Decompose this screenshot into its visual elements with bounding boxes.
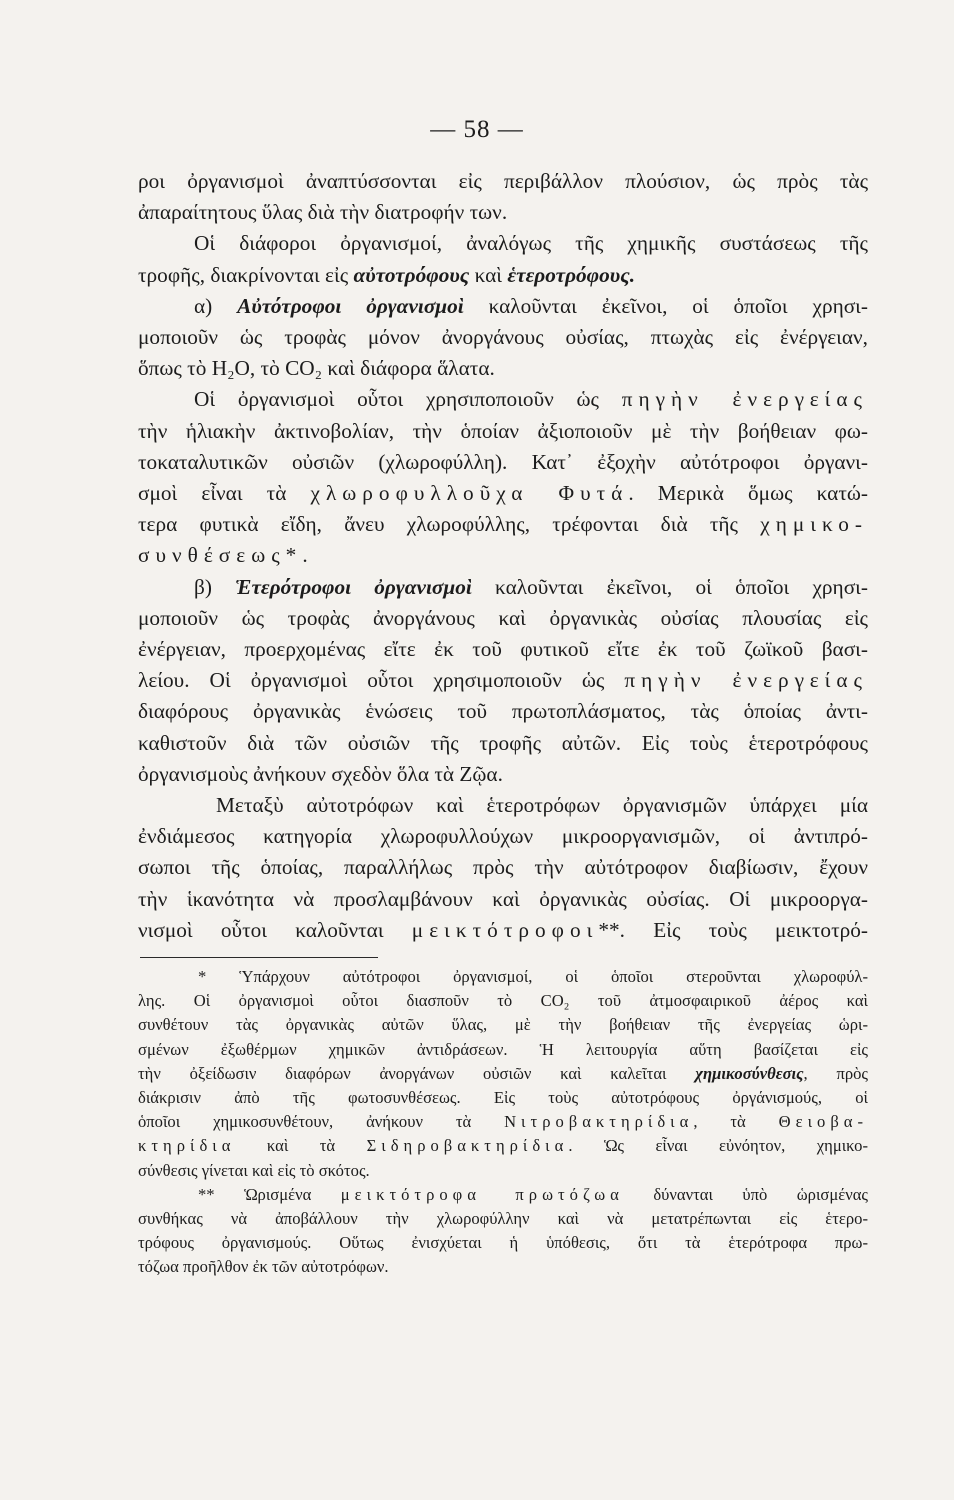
spaced-text: Νιτροβακτηρίδια [504,1112,694,1132]
footnote-line [138,1134,868,1158]
text-line: διαφόρους ὀργανικὰς ἑνώσεις τοῦ πρωτοπλάσματος, τὰς ὁποίας ἀντι- [138,699,868,724]
text-line [138,384,868,415]
main-text [138,166,868,946]
text-line: Μεταξὺ αὐτοτρόφων καὶ ἑτεροτρόφων ὀργανισμῶν ὑπάρχει μία [216,793,868,818]
spaced-text: χημικο- [760,512,868,537]
text-run: . Μερικὰ ὅμως κατώ- [628,481,868,506]
text-run: β) [194,574,236,599]
text-line: μοποιοῦν ὡς τροφὰς μόνον ἀνοργάνους οὐσίας, πτωχὰς εἰς ἐνέργειαν, [138,325,868,350]
text-line: ὀργανισμοὺς ἀνήκουν σχεδὸν ὅλα τὰ Ζῷα. [138,761,503,786]
text-run: δύνανται ὑπὸ ὡρισμένας [623,1184,868,1204]
footnote-line: σμένων ἐξωθέρμων χημικῶν ἀντιδράσεων. Ἡ λειτουργία αὕτη βασίζεται εἰς [138,1039,868,1059]
text-run: α) [194,293,238,318]
text-line: ἀπαραίτητους ὕλας διὰ τὴν διατροφήν των. [138,200,508,225]
footnote-line: λης. Οἱ ὀργανισμοὶ οὗτοι διασποῦν τὸ CO₂ τοῦ ἀτμοσφαιρικοῦ ἀέρος καὶ [138,991,868,1011]
footnote-line: σύνθεσις γίνεται καὶ εἰς τὸ σκότος. [138,1160,370,1180]
text-run: καλοῦνται ἐκεῖνοι, οἱ ὁποῖοι χρησι- [463,293,868,318]
text-run: νισμοὶ οὗτοι καλοῦνται [138,917,412,942]
footnote-line: συνθέτουν τὰς ὀργανικὰς αὐτῶν ὕλας, μὲ τὴν βοήθειαν τῆς ἐνεργείας ὡρι- [138,1015,868,1035]
text-run: **. Εἰς τοὺς μεικτοτρό- [598,917,868,942]
text-run: τροφῆς, διακρίνονται εἰς [138,262,354,287]
footnote-line [138,1062,868,1086]
emphasis: αὐτοτρόφους [353,262,470,287]
text-line: ὅπως τὸ H₂O, τὸ CO₂ καὶ διάφορα ἅλατα. [138,356,495,381]
text-run: ** Ὡρισμένα [198,1184,341,1204]
text-line: ροι ὀργανισμοὶ ἀναπτύσσονται εἰς περιβάλλον πλούσιον, ὡς πρὸς τὰς [138,169,868,193]
text-run: καλοῦνται ἐκεῖνοι, οἱ ὁποῖοι χρησι- [471,574,868,599]
emphasis: χημικοσύνθεσις [695,1063,804,1083]
term-autotrophs: Αὐτότροφοι ὀργανισμοὶ [237,293,464,318]
spaced-text: χλωροφυλλοῦχα Φυτά [310,481,629,506]
text-run: τερα φυτικὰ εἴδη, ἄνευ χλωροφύλλης, τρέφονται διὰ τῆς [138,512,761,537]
footnote-line [138,1110,868,1134]
footnote-line: τρόφους ὀργανισμούς. Οὕτως ἐνισχύεται ἡ ὑπόθεσις, ὅτι τὰ ἑτερότροφα πρω- [138,1233,868,1253]
text-line: ἐνέργειαν, προερχομένας εἴτε ἐκ τοῦ φυτικοῦ εἴτε ἐκ τοῦ ζωϊκοῦ βασι- [138,637,868,662]
text-run: ὁποῖοι χημικοσυνθέτουν, ἀνήκουν τὰ [138,1112,505,1132]
spaced-text: πηγὴν ἐνεργείας [624,668,868,693]
text-line: ἐνδιάμεσος κατηγορία χλωροφυλλούχων μικροοργανισμῶν, οἱ ἀντιπρό- [138,824,868,849]
footnote-divider [140,957,378,958]
term-heterotrophs: Ἑτερότροφοι ὀργανισμοὶ [235,574,472,599]
text-line [138,509,868,540]
spaced-text: κτηρίδια [138,1136,236,1156]
text-line [138,915,868,946]
text-line: συνθέσεως*. [138,543,314,568]
text-run: . Ὡς εἶναι εὐνόητον, χημικο- [568,1136,868,1156]
footnote-line: συνθήκας νὰ ἀποβάλλουν τὴν χλωροφύλλην καὶ νὰ μετατρέπωνται εἰς ἑτερο- [138,1209,868,1229]
text-run: σμοὶ εἶναι τὰ [138,481,311,506]
text-line [138,291,868,322]
text-line: τὴν ἱκανότητα νὰ προσλαμβάνουν καὶ ὀργανικὰς οὐσίας. Οἱ μικροοργα- [138,886,868,911]
page-number: — 58 — [430,116,524,143]
text-run: Οἱ ὀργανισμοὶ οὗτοι χρησιποποιοῦν ὡς [194,387,622,412]
text-line: τοκαταλυτικῶν οὐσιῶν (χλωροφύλλη). Κατ᾽ ἐξοχὴν αὐτότροφοι ὀργανι- [138,449,868,474]
text-run: λείου. Οἱ ὀργανισμοὶ οὗτοι χρησιμοποιοῦν ὡς [138,668,625,693]
text-line [138,665,868,696]
spaced-text: πηγὴν ἐνεργείας [621,387,868,412]
footnote-line: τόζωα προῆλθον ἐκ τῶν αὐτοτρόφων. [138,1257,389,1277]
spaced-text: μεικτότροφα πρωτόζωα [340,1184,624,1204]
text-line: σωποι τῆς ὁποίας, παραλλήλως πρὸς τὴν αὐτότροφον διαβίωσιν, ἔχουν [138,855,868,880]
text-run: , πρὸς [803,1063,868,1083]
emphasis: ἑτεροτρόφους. [507,262,636,287]
text-line: τὴν ἡλιακὴν ἀκτινοβολίαν, τὴν ὁποίαν ἀξιοποιοῦν μὲ τὴν βοήθειαν φω- [138,418,868,443]
footnote-line [138,1183,868,1207]
text-line [138,260,868,291]
text-run: καὶ τὰ [235,1136,367,1156]
spaced-text: Θειοβα- [778,1112,868,1132]
text-line: καθιστοῦν διὰ τῶν οὐσιῶν τῆς τροφῆς αὐτῶν. Εἰς τοὺς ἑτεροτρόφους [138,730,868,755]
text-line [138,478,868,509]
spaced-text: μεικτότροφοι [411,917,599,942]
text-run: καὶ [469,262,508,287]
spaced-text: Σιδηροβακτηρίδια [366,1136,569,1156]
footnotes [138,965,868,1280]
footnote-line: * Ὑπάρχουν αὐτότροφοι ὀργανισμοί, οἱ ὁποῖοι στεροῦνται χλωροφύλ- [198,967,868,986]
footnote-line: διάκρισιν ἀπὸ τῆς φωτοσυνθέσεως. Εἰς τοὺς αὐτοτρόφους ὀργάνισμούς, οἱ [138,1088,868,1108]
text-line: Οἱ διάφοροι ὀργανισμοί, ἀναλόγως τῆς χημικῆς συστάσεως τῆς [194,231,868,256]
text-line [138,572,868,603]
text-run: , τὰ [693,1112,779,1132]
text-line: μοποιοῦν ὡς τροφὰς ἀνοργάνους καὶ ὀργανικὰς οὐσίας πλουσίας εἰς [138,605,868,630]
text-run: τὴν ὀξείδωσιν διαφόρων ἀνοργάνων οὐσιῶν καὶ καλεῖται [138,1063,696,1083]
